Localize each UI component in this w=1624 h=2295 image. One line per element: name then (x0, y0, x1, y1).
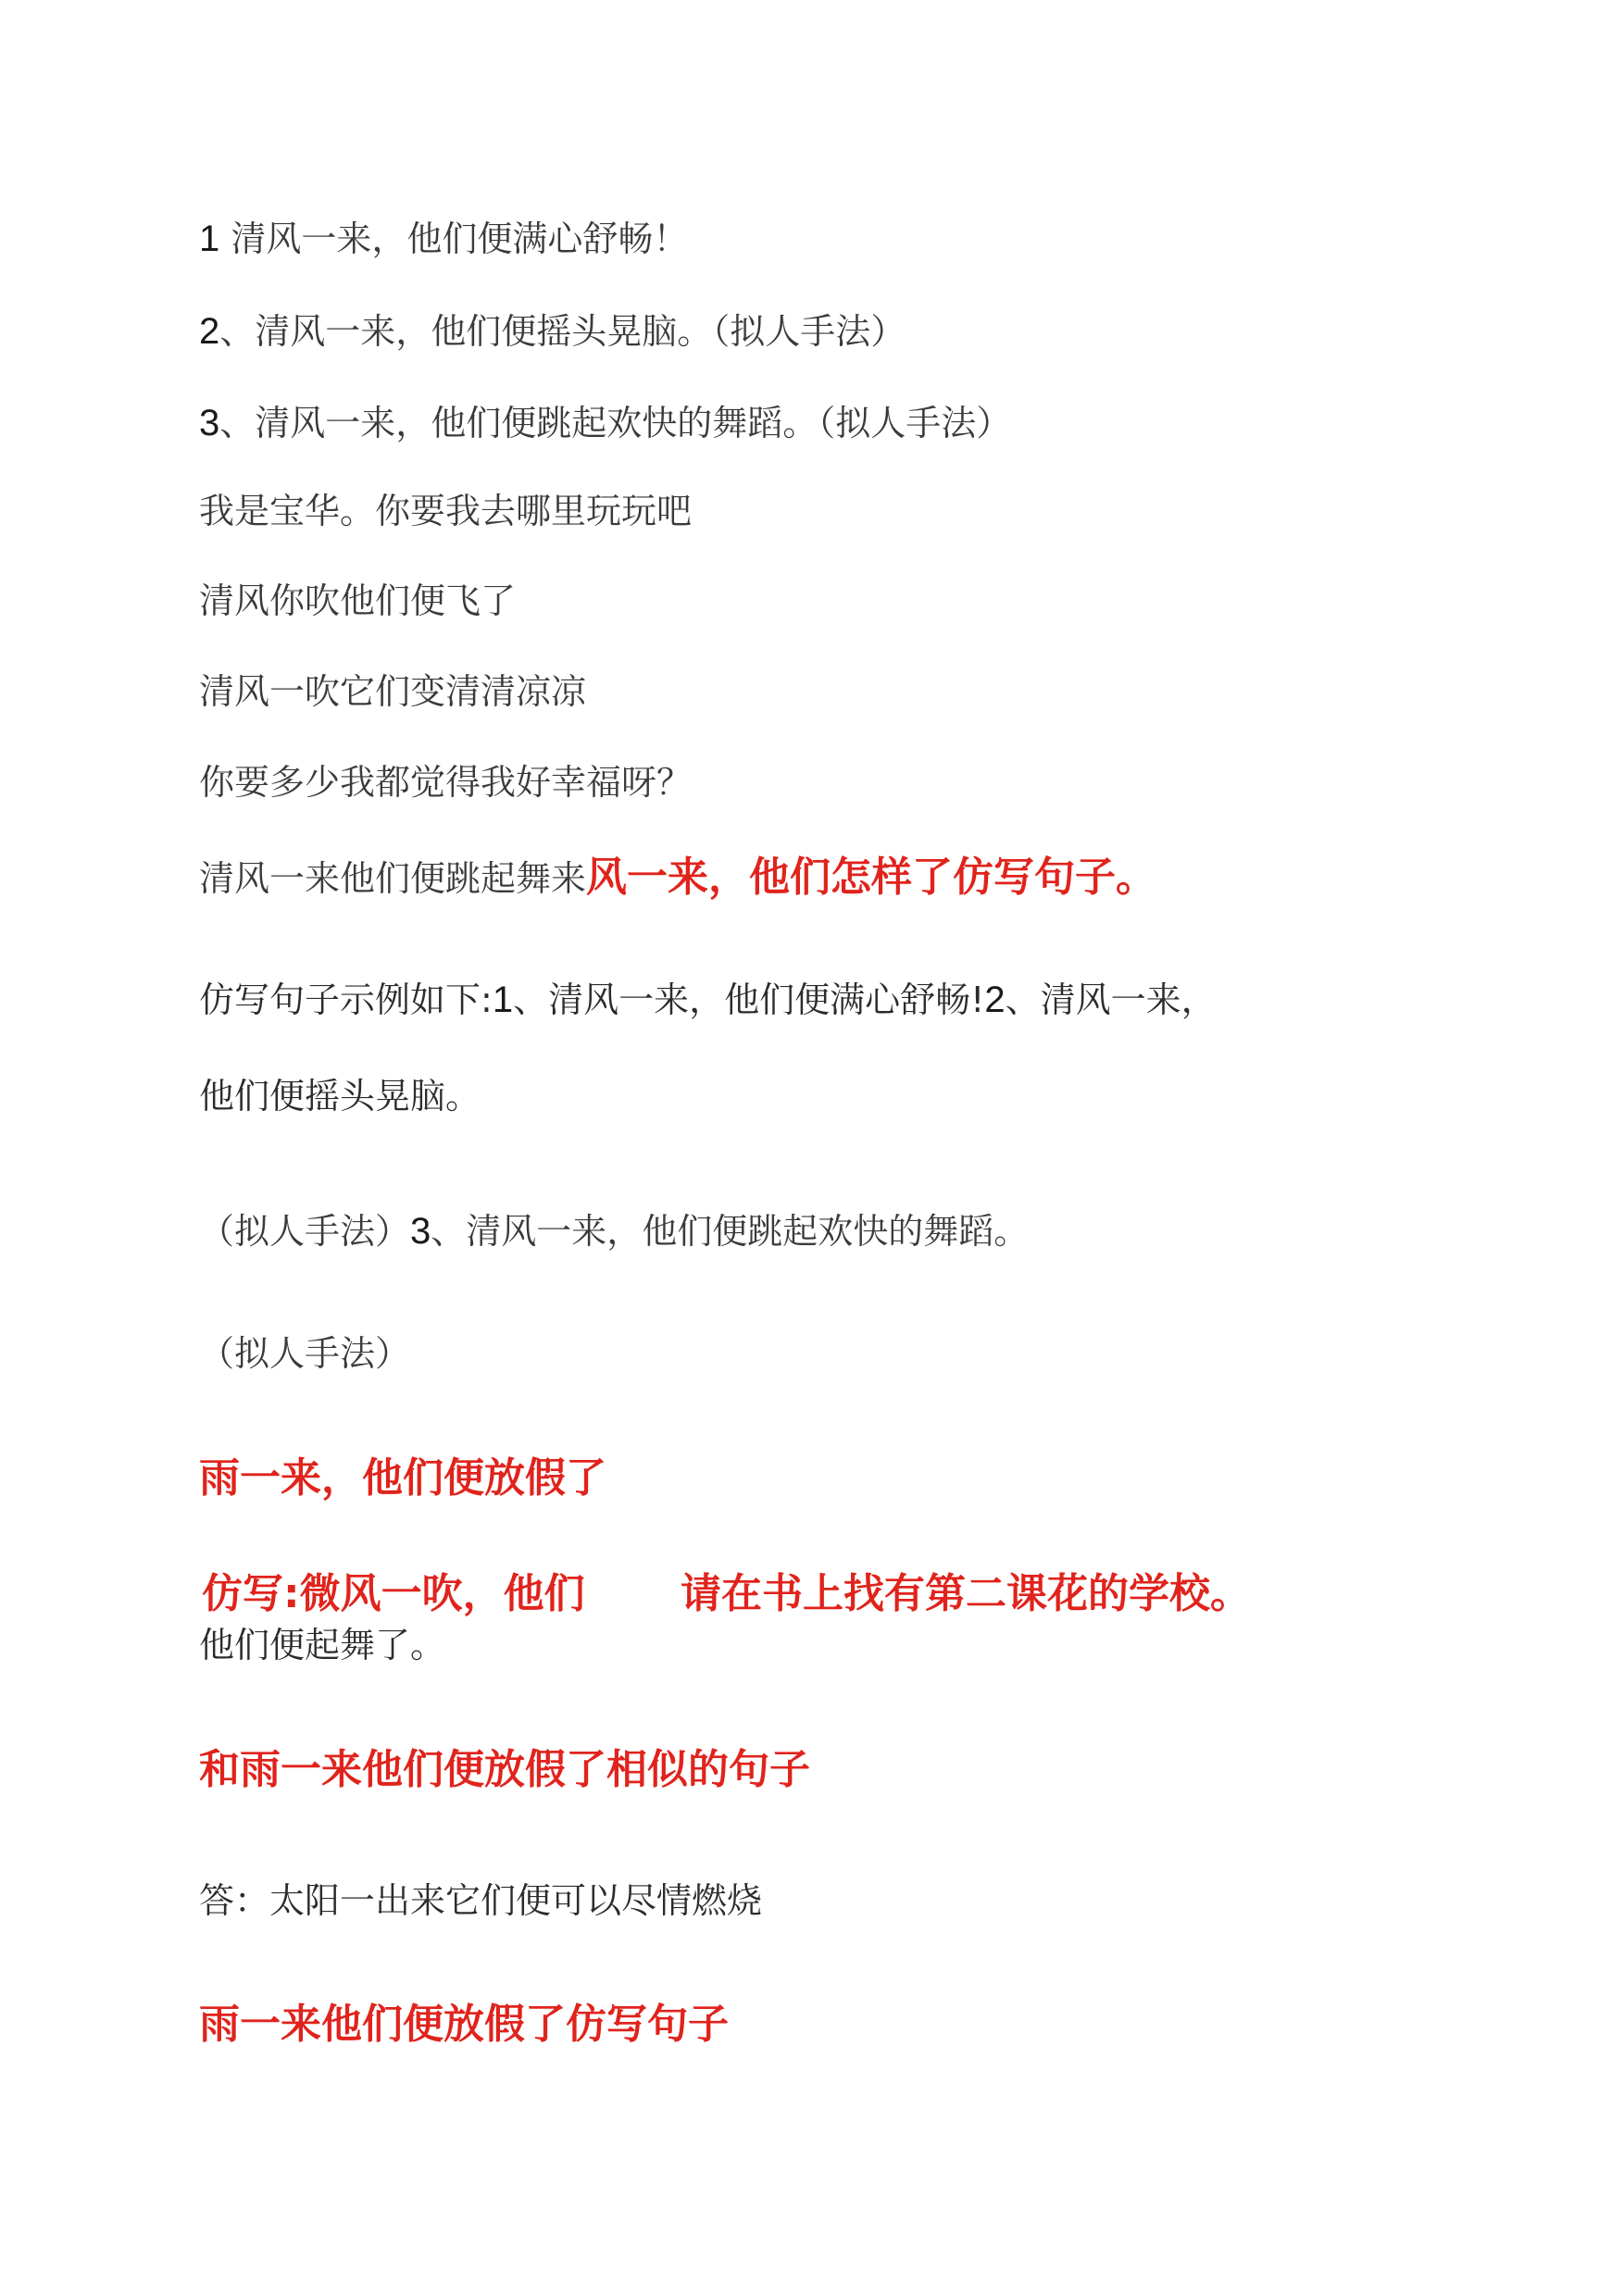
line-9-part-c: 、清风一来， (1005, 979, 1217, 1020)
heading-1: 雨一来，他们便放假了 (199, 1454, 606, 1502)
line-9-part-b: 、清风一来，他们便满心舒畅! (513, 979, 985, 1020)
line-9 (199, 981, 1217, 1018)
line-2-number: 2 (199, 311, 220, 352)
line-8-text: 清风一来他们便跳起舞来 (199, 858, 587, 899)
line-11-part-b: 、清风一来，他们便跳起欢快的舞蹈。 (431, 1211, 1030, 1252)
line-15: 答：太阳一出来它们便可以尽情燃烧 (199, 1880, 763, 1921)
line-9-part-a: 仿写句子示例如下: (199, 979, 493, 1020)
line-2-text: 、清风一来，他们便摇头晃脑。（拟人手法） (219, 311, 906, 352)
line-11-number: 3 (410, 1211, 431, 1252)
line-11 (199, 1213, 1029, 1250)
line-12: （拟人手法） (199, 1333, 411, 1374)
line-13-right: 请在书上找有第二课花的学校。 (681, 1570, 1251, 1617)
line-3 (199, 405, 1011, 442)
line-1-number: 1 (199, 218, 220, 259)
line-8-heading: 风一来，他们怎样了仿写句子。 (586, 854, 1157, 901)
line-9-number-1: 1 (492, 979, 514, 1020)
line-3-text: 、清风一来，他们便跳起欢快的舞蹈。（拟人手法） (219, 403, 1012, 443)
heading-2: 和雨一来他们便放假了相似的句子 (199, 1746, 810, 1793)
line-1-text: 清风一来，他们便满心舒畅！ (231, 218, 689, 259)
line-8 (199, 854, 1157, 901)
line-1 (199, 220, 688, 257)
line-2 (199, 313, 906, 350)
line-4: 我是宝华。你要我去哪里玩玩吧 (199, 491, 693, 531)
line-11-part-a: （拟人手法） (199, 1211, 411, 1252)
line-3-number: 3 (199, 403, 220, 443)
line-9-number-2: 2 (984, 979, 1006, 1020)
line-14: 他们便起舞了。 (199, 1625, 446, 1665)
line-6: 清风一吹它们变清清凉凉 (199, 671, 587, 712)
heading-3: 雨一来他们便放假了仿写句子 (199, 2001, 729, 2048)
line-13-left: 仿写:微风一吹，他们 (202, 1570, 585, 1617)
line-5: 清风你吹他们便飞了 (199, 580, 517, 621)
line-7: 你要多少我都觉得我好幸福呀？ (199, 762, 693, 803)
line-10: 他们便摇头晃脑。 (199, 1076, 481, 1116)
